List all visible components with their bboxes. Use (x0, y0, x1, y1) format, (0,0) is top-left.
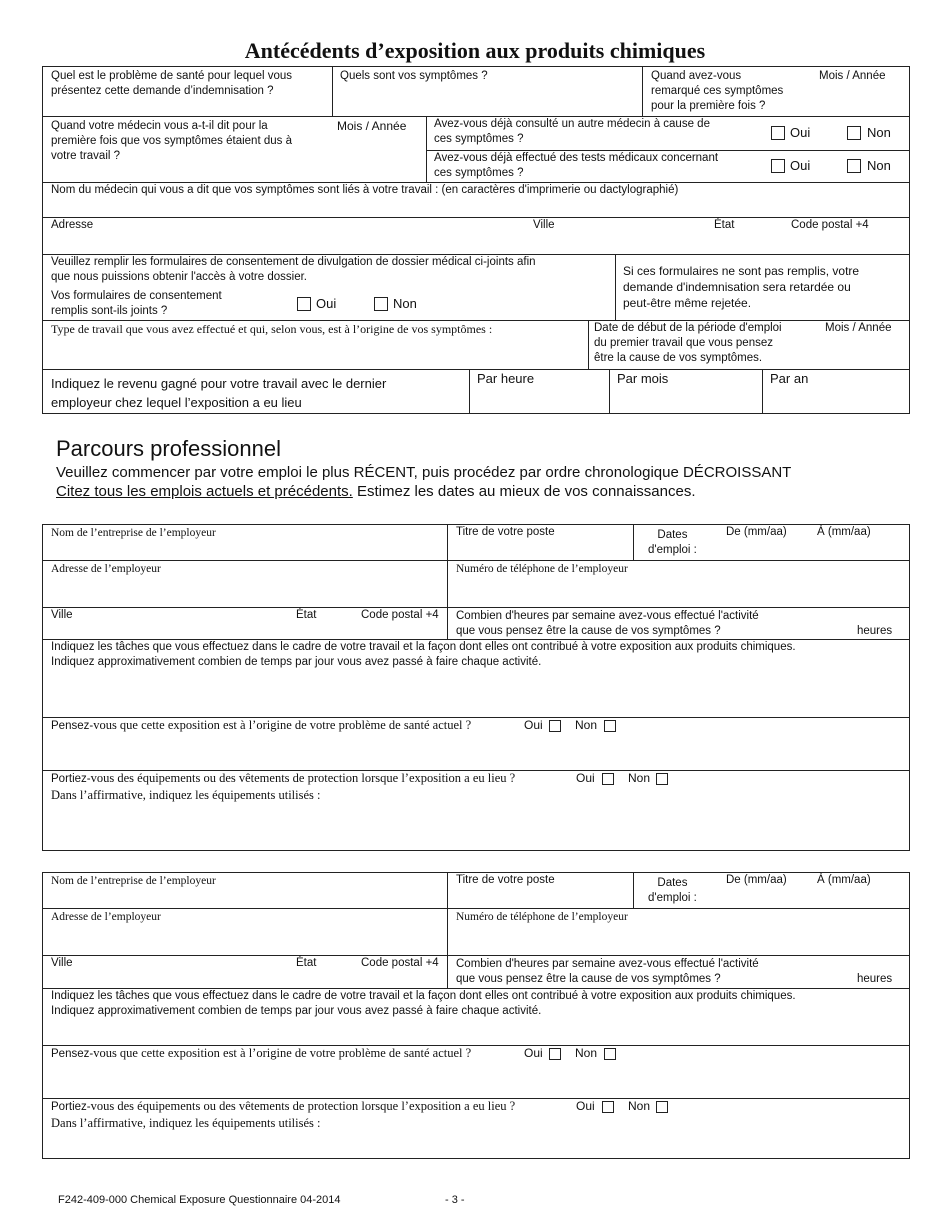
per-month-label: Par mois (617, 371, 669, 386)
yes-label: Oui (576, 1099, 595, 1113)
consent-yes-checkbox[interactable] (297, 297, 311, 311)
protection-row[interactable] (42, 1098, 910, 1159)
protection-question (51, 771, 515, 787)
medical-tests-yes-checkbox[interactable] (771, 159, 785, 173)
zip-label: Code postal +4 (361, 609, 439, 621)
consent-forms-row (42, 254, 616, 321)
other-doctor-yes-checkbox[interactable] (771, 126, 785, 140)
doctor-when-label: Quand votre médecin vous a-t-il dit pour la première fois que vos symptômes étaient dus à votre travail ? (51, 120, 292, 162)
dates-label: Dates d'emploi : (648, 529, 697, 556)
history-instruction-2 (56, 483, 696, 501)
hours-label: heures (857, 973, 893, 985)
cause-prefix: Pensez- (51, 720, 94, 732)
yes-label: Oui (316, 296, 337, 311)
protection-row[interactable] (42, 770, 910, 851)
employer-city-field[interactable] (42, 607, 448, 640)
month-year-label: Mois / Année (337, 119, 407, 133)
employer-address-label: Adresse de l’employeur (51, 911, 161, 923)
employment-start-label: Date de début de la période d'emploi du premier travail que vous pensez être la cause de vos symptômes. (594, 322, 782, 364)
employer-name-field[interactable] (42, 524, 448, 561)
cause-text: vous que cette exposition est à l’origine de votre problème de santé actuel ? (93, 718, 472, 732)
employment-start-field[interactable] (588, 320, 910, 370)
per-year-label: Par an (770, 371, 809, 386)
consent-completed-label: Vos formulaires de consentement remplis sont-ils joints ? (51, 290, 222, 317)
protection-if-yes-label: Dans l’affirmative, indiquez les équipements utilisés : (51, 788, 321, 802)
job-title-field[interactable] (447, 524, 634, 561)
work-type-label: Type de travail que vous avez effectué et qui, selon vous, est à l’origine de vos symptômes : (51, 322, 493, 336)
medical-tests-label: Avez-vous déjà effectué des tests médicaux concernant ces symptômes ? (434, 152, 719, 179)
doctor-name-field[interactable] (42, 182, 910, 218)
employer-address-label: Adresse de l’employeur (51, 563, 161, 575)
doctor-address-field[interactable] (42, 217, 910, 255)
cause-no-checkbox[interactable] (604, 720, 616, 732)
hours-label: heures (857, 625, 893, 637)
cause-no-checkbox[interactable] (604, 1048, 616, 1060)
consent-warning-box (615, 254, 910, 321)
tasks-label: Indiquez les tâches que vous effectuez dans le cadre de votre travail et la façon dont elles ont contribué à votre exposition aux produits chimiques. Indiquez approximativement combien de temps par jour vous avez passé à faire chaque activité. (51, 990, 796, 1017)
cause-question (51, 1046, 471, 1062)
tasks-label: Indiquez les tâches que vous effectuez dans le cadre de votre travail et la façon dont elles ont contribué à votre exposition aux produits chimiques. Indiquez approximativement combien de temps par jour vous avez passé à faire chaque activité. (51, 641, 796, 668)
to-label: À (mm/aa) (817, 874, 871, 886)
protection-yes-checkbox[interactable] (602, 773, 614, 785)
protection-prefix: Portiez- (51, 1101, 91, 1113)
per-hour-label: Par heure (477, 371, 535, 386)
other-doctor-row (426, 116, 910, 151)
yes-label: Oui (524, 1046, 543, 1060)
consent-forms-label: Veuillez remplir les formulaires de consentement de divulgation de dossier médical ci-joints afin que nous puissions obtenir l'accès à votre dossier. (51, 256, 536, 283)
job-title-label: Titre de votre poste (456, 526, 555, 538)
protection-if-yes-label: Dans l’affirmative, indiquez les équipements utilisés : (51, 1116, 321, 1130)
zip-label: Code postal +4 (791, 219, 869, 231)
doctor-name-label: Nom du médecin qui vous a dit que vos symptômes sont liés à votre travail : (en caractères d'imprimerie ou dactylographié) (51, 184, 679, 196)
symptoms-label: Quels sont vos symptômes ? (340, 70, 488, 82)
employment-dates-field[interactable] (633, 872, 910, 909)
employer-phone-label: Numéro de téléphone de l’employeur (456, 911, 628, 923)
no-label: Non (867, 125, 891, 140)
yes-label: Oui (524, 718, 543, 732)
cause-row (42, 1045, 910, 1099)
per-month-field[interactable] (609, 369, 763, 414)
protection-text: vous des équipements ou des vêtements de protection lorsque l’exposition a eu lieu ? (90, 1099, 516, 1113)
hours-field[interactable] (447, 607, 910, 640)
employer-phone-field[interactable] (447, 908, 910, 956)
yes-label: Oui (576, 771, 595, 785)
protection-question (51, 1099, 515, 1115)
per-year-field[interactable] (762, 369, 910, 414)
from-label: De (mm/aa) (726, 874, 787, 886)
yes-label: Oui (790, 158, 811, 173)
city-label: Ville (51, 609, 73, 621)
income-label: Indiquez le revenu gagné pour votre travail avec le dernier employeur chez lequel l’exposition a eu lieu (51, 376, 387, 410)
no-label: Non (393, 296, 417, 311)
first-noticed-label: Quand avez-vous remarqué ces symptômes pour la première fois ? (651, 70, 784, 112)
health-problem-field[interactable] (42, 66, 333, 117)
city-label: Ville (533, 219, 555, 231)
from-label: De (mm/aa) (726, 526, 787, 538)
employer-phone-field[interactable] (447, 560, 910, 608)
cause-yes-checkbox[interactable] (549, 720, 561, 732)
health-problem-label: Quel est le problème de santé pour lequel vous présentez cette demande d’indemnisation ? (51, 70, 293, 97)
history-instruction: Veuillez commencer par votre emploi le plus RÉCENT, puis procédez par ordre chronologique DÉCROISSANT (56, 464, 792, 481)
hours-field[interactable] (447, 955, 910, 989)
protection-yes-checkbox[interactable] (602, 1101, 614, 1113)
no-label: Non (628, 771, 651, 785)
employer-name-label: Nom de l’entreprise de l’employeur (51, 875, 216, 887)
history-emphasis: Citez tous les emplois actuels et précédents. (56, 483, 353, 500)
consent-warning-text: Si ces formulaires ne sont pas remplis, votre demande d'indemnisation sera retardée ou peut-être même rejetée. (623, 264, 860, 310)
symptoms-field[interactable] (332, 66, 643, 117)
employer-phone-label: Numéro de téléphone de l’employeur (456, 563, 628, 575)
cause-prefix: Pensez- (51, 1048, 94, 1060)
no-label: Non (575, 718, 598, 732)
protection-no-checkbox[interactable] (656, 1101, 668, 1113)
medical-tests-row (426, 150, 910, 183)
cause-text: vous que cette exposition est à l’origine de votre problème de santé actuel ? (93, 1046, 472, 1060)
month-year-label: Mois / Année (819, 70, 886, 82)
zip-label: Code postal +4 (361, 957, 439, 969)
first-noticed-field[interactable] (642, 66, 910, 117)
form-id: F242-409-000 Chemical Exposure Questionnaire 04-2014 (58, 1194, 341, 1206)
page-number: - 3 - (445, 1194, 465, 1206)
dates-label: Dates d'emploi : (648, 877, 697, 904)
employer-name-label: Nom de l’entreprise de l’employeur (51, 527, 216, 539)
hours-question: Combien d'heures par semaine avez-vous effectué l'activité que vous pensez être la cause de vos symptômes ? (456, 958, 759, 985)
income-row (42, 369, 470, 414)
cause-question (51, 718, 471, 734)
employer-address-field[interactable] (42, 908, 448, 956)
no-label: Non (575, 1046, 598, 1060)
employer-city-field[interactable] (42, 955, 448, 989)
section-heading: Parcours professionnel (56, 436, 282, 461)
consent-no-checkbox[interactable] (374, 297, 388, 311)
medical-tests-no-checkbox[interactable] (847, 159, 861, 173)
protection-no-checkbox[interactable] (656, 773, 668, 785)
month-year-label: Mois / Année (825, 322, 892, 334)
to-label: À (mm/aa) (817, 526, 871, 538)
cause-row (42, 717, 910, 771)
tasks-field[interactable] (42, 639, 910, 718)
other-doctor-label: Avez-vous déjà consulté un autre médecin à cause de ces symptômes ? (434, 118, 710, 145)
state-label: État (296, 957, 317, 969)
hours-question: Combien d'heures par semaine avez-vous effectué l'activité que vous pensez être la cause de vos symptômes ? (456, 610, 759, 637)
state-label: État (714, 219, 735, 231)
no-label: Non (867, 158, 891, 173)
protection-prefix: Portiez- (51, 773, 91, 785)
history-estimate: Estimez les dates au mieux de vos connaissances. (352, 483, 696, 500)
employment-dates-field[interactable] (633, 524, 910, 561)
job-title-field[interactable] (447, 872, 634, 909)
city-label: Ville (51, 957, 73, 969)
employer-name-field[interactable] (42, 872, 448, 909)
state-label: État (296, 609, 317, 621)
job-title-label: Titre de votre poste (456, 874, 555, 886)
cause-yes-checkbox[interactable] (549, 1048, 561, 1060)
protection-text: vous des équipements ou des vêtements de protection lorsque l’exposition a eu lieu ? (90, 771, 516, 785)
address-label: Adresse (51, 219, 94, 231)
page-title: Antécédents d’exposition aux produits chimiques (244, 38, 706, 63)
employer-address-field[interactable] (42, 560, 448, 608)
yes-label: Oui (790, 125, 811, 140)
doctor-when-field[interactable] (42, 116, 427, 183)
no-label: Non (628, 1099, 651, 1113)
per-hour-field[interactable] (469, 369, 610, 414)
other-doctor-no-checkbox[interactable] (847, 126, 861, 140)
work-type-field[interactable] (42, 320, 589, 370)
tasks-field[interactable] (42, 988, 910, 1046)
